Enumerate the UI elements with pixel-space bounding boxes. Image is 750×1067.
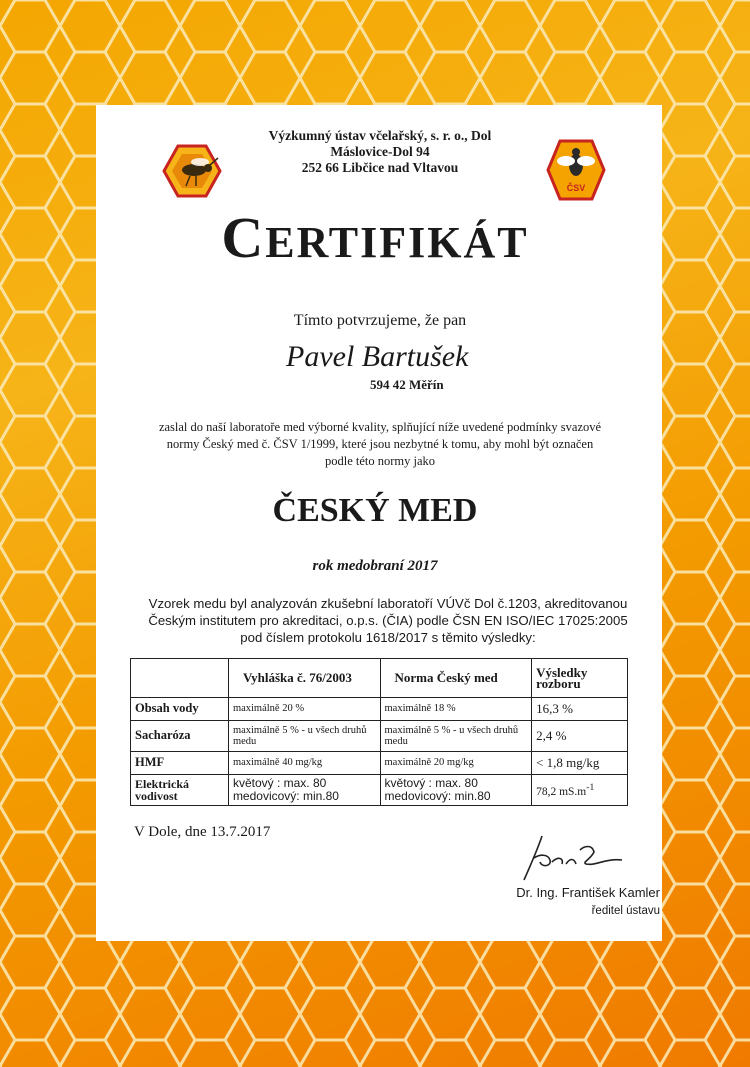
norm-value: maximálně 20 mg/kg — [380, 752, 532, 775]
table-row — [131, 752, 628, 775]
table-row — [131, 698, 628, 721]
row-label-line: vodivost — [135, 789, 178, 803]
norm-line: medovicový: min.80 — [384, 789, 491, 803]
title-initial: C — [221, 205, 266, 270]
signature-icon — [510, 828, 630, 888]
lab-line: Českým institutem pro akreditaci, o.p.s. (ČIA) podle ČSN EN ISO/IEC 17025:2005 — [148, 613, 628, 628]
row-label-line: Elektrická — [135, 776, 189, 791]
signer-role: ředitel ústavu — [591, 905, 660, 917]
row-label: HMF — [131, 752, 229, 775]
recipient-city: 594 42 Měřín — [370, 377, 444, 392]
decree-value: maximálně 5 % - u všech druhů medu — [228, 721, 380, 752]
lab-statement — [118, 595, 658, 646]
result-value: 16,3 % — [532, 698, 628, 721]
statement-line: normy Český med č. ČSV 1/1999, které jsou nezbytné k tomu, aby mohl být označen — [166, 437, 594, 451]
certificate-title — [180, 205, 570, 273]
lab-line: Vzorek medu byl analyzován zkušební laboratoří VÚVč Dol č.1203, akreditovanou — [148, 596, 628, 611]
statement-paragraph — [130, 419, 630, 470]
decree-value: maximálně 40 mg/kg — [228, 752, 380, 775]
decree-line: květový : max. 80 — [232, 776, 327, 790]
result-value — [532, 775, 628, 806]
norm-line: květový : max. 80 — [384, 776, 478, 790]
row-label: Sacharóza — [131, 721, 229, 752]
statement-line: zaslal do naší laboratoře med výborné kvality, splňující níže uvedené podmínky svazové — [158, 420, 602, 434]
institute-address-1: Máslovice-Dol 94 — [330, 144, 430, 159]
row-label — [131, 775, 229, 806]
results-table — [130, 658, 628, 806]
table-header-cell: Norma Český med — [380, 659, 532, 698]
statement-line: podle této normy jako — [324, 454, 436, 468]
institute-address-2: 252 66 Libčice nad Vltavou — [301, 160, 459, 175]
result-value: 2,4 % — [532, 721, 628, 752]
table-header-cell — [131, 659, 229, 698]
product-title: ČESKÝ MED — [272, 492, 478, 529]
decree-line: medovicový: min.80 — [232, 789, 339, 803]
issue-date: V Dole, dne 13.7.2017 — [134, 824, 271, 840]
table-row — [131, 775, 628, 806]
confirmation-text: Tímto potvrzujeme, že pan — [293, 312, 467, 329]
result-superscript: -1 — [586, 781, 595, 793]
norm-value — [380, 775, 532, 806]
institute-header — [200, 128, 560, 176]
table-header-cell: Vyhláška č. 76/2003 — [228, 659, 380, 698]
table-header-cell: Výsledky rozboru — [532, 659, 628, 698]
csv-logo-text: ČSV — [566, 183, 586, 193]
result-value: < 1,8 mg/kg — [532, 752, 628, 775]
row-label: Obsah vody — [131, 698, 229, 721]
harvest-year: rok medobraní 2017 — [312, 558, 438, 574]
title-rest: ERTIFIKÁT — [265, 218, 529, 267]
result-text: 78,2 mS.m — [536, 785, 587, 798]
institute-name: Výzkumný ústav včelařský, s. r. o., Dol — [268, 128, 492, 143]
signer-block — [420, 884, 660, 920]
norm-value: maximálně 5 % - u všech druhů medu — [380, 721, 532, 752]
decree-value — [228, 775, 380, 806]
table-row — [131, 721, 628, 752]
norm-value: maximálně 18 % — [380, 698, 532, 721]
signer-name: Dr. Ing. František Kamler — [516, 885, 660, 900]
recipient-name: Pavel Bartušek — [286, 340, 469, 373]
table-header-row — [131, 659, 628, 698]
decree-value: maximálně 20 % — [228, 698, 380, 721]
lab-line: pod číslem protokolu 1618/2017 s těmito výsledky: — [240, 630, 536, 645]
